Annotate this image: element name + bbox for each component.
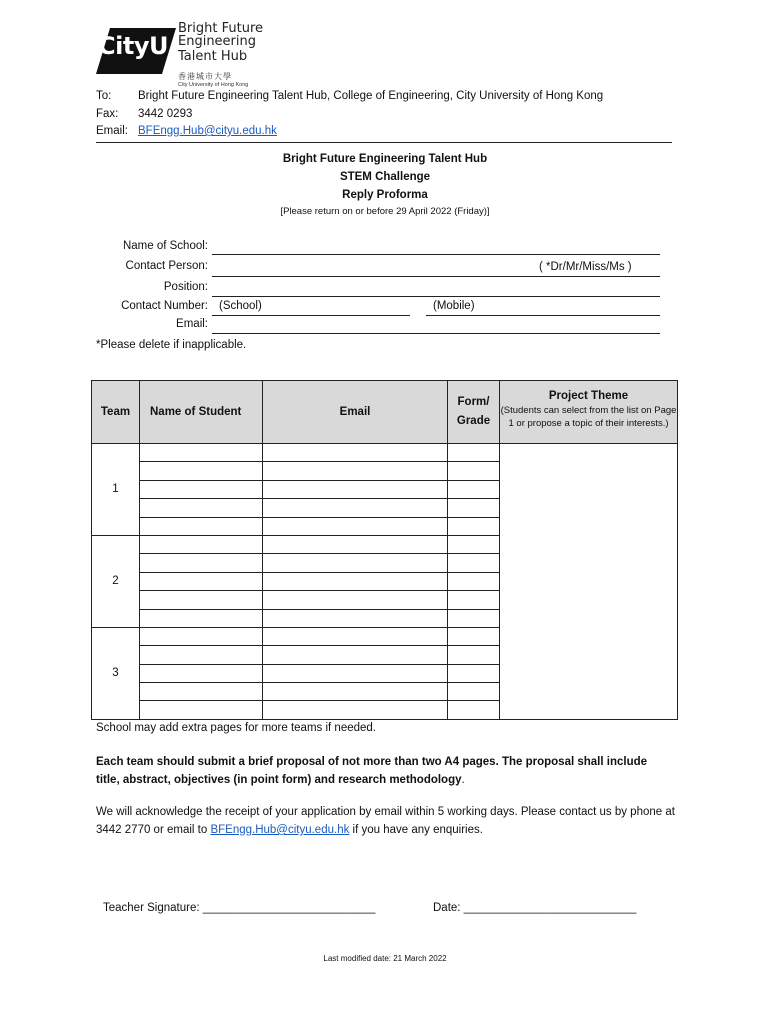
student-email-cell[interactable] <box>263 591 448 609</box>
student-grade-cell[interactable] <box>448 517 500 535</box>
col-team: Team <box>92 381 140 444</box>
student-name-cell[interactable] <box>140 627 263 645</box>
student-email-cell[interactable] <box>263 462 448 480</box>
student-email-cell[interactable] <box>263 572 448 590</box>
to-value: Bright Future Engineering Talent Hub, College of Engineering, City University of Hong Kong <box>138 90 604 102</box>
teacher-signature[interactable]: Teacher Signature: ___________________________ <box>103 902 376 914</box>
signature-date[interactable]: Date: ___________________________ <box>433 902 637 914</box>
student-email-cell[interactable] <box>263 683 448 701</box>
title-options: ( *Dr/Mr/Miss/Ms ) <box>539 261 632 273</box>
proposal-paragraph <box>96 753 656 789</box>
acknowledgement-paragraph <box>96 803 686 839</box>
team-number: 3 <box>92 627 140 719</box>
student-grade-cell[interactable] <box>448 535 500 553</box>
logo-line-2: Talent Hub <box>178 49 248 64</box>
fax-value: 3442 0293 <box>138 108 193 120</box>
col-form-line2: Grade <box>456 415 491 427</box>
proposal-period: . <box>461 774 465 786</box>
extra-pages-note: School may add extra pages for more teams if needed. <box>96 722 376 734</box>
contact-person-label: Contact Person: <box>125 260 208 272</box>
student-grade-cell[interactable] <box>448 591 500 609</box>
student-email-cell[interactable] <box>263 627 448 645</box>
student-email-cell[interactable] <box>263 664 448 682</box>
logo-wordmark: CityU <box>98 32 168 60</box>
col-form-line1: Form/ <box>457 396 490 408</box>
position-field[interactable] <box>212 281 660 297</box>
project-theme-note: (Students can select from the list on Page 1 or propose a topic of their interests.) <box>500 404 677 429</box>
return-note: [Please return on or before 29 April 2022 (Friday)] <box>280 206 490 217</box>
school-phone-label: (School) <box>219 300 262 312</box>
cityu-logo <box>96 21 326 88</box>
student-name-cell[interactable] <box>140 517 263 535</box>
to-label: To: <box>96 90 112 102</box>
student-name-cell[interactable] <box>140 499 263 517</box>
team-number: 2 <box>92 535 140 627</box>
header-divider <box>96 142 672 143</box>
student-name-cell[interactable] <box>140 701 263 719</box>
student-name-cell[interactable] <box>140 572 263 590</box>
ack-text-1: We will acknowledge the receipt of your application by email within 5 working days. Please contact us by phone at 3442 2770 or email to <box>96 806 675 836</box>
project-theme-cell[interactable] <box>500 444 678 720</box>
form-email-label: Email: <box>176 318 208 330</box>
student-grade-cell[interactable] <box>448 480 500 498</box>
proposal-text: Each team should submit a brief proposal of not more than two A4 pages. The proposal shall include title, abstract, objectives (in point form) and research methodology <box>96 756 648 786</box>
student-name-cell[interactable] <box>140 683 263 701</box>
student-name-cell[interactable] <box>140 591 263 609</box>
student-name-cell[interactable] <box>140 646 263 664</box>
student-email-cell[interactable] <box>263 535 448 553</box>
logo-line-4: City University of Hong Kong <box>178 82 249 88</box>
col-student-name: Name of Student <box>140 381 263 444</box>
position-label: Position: <box>163 281 208 293</box>
title-proforma: Reply Proforma <box>342 189 428 201</box>
title-challenge: STEM Challenge <box>339 171 431 183</box>
student-email-cell[interactable] <box>263 480 448 498</box>
student-email-cell[interactable] <box>263 499 448 517</box>
project-theme-title: Project Theme <box>548 389 629 402</box>
logo-line-1: Bright Future Engineering <box>178 21 263 49</box>
student-grade-cell[interactable] <box>448 627 500 645</box>
student-email-cell[interactable] <box>263 609 448 627</box>
team-number: 1 <box>92 444 140 536</box>
email-link[interactable]: BFEngg.Hub@cityu.edu.hk <box>138 125 277 137</box>
student-email-cell[interactable] <box>263 554 448 572</box>
title-hub: Bright Future Engineering Talent Hub <box>282 153 488 165</box>
student-email-cell[interactable] <box>263 517 448 535</box>
logo-line-3: 香港城市大學 <box>178 72 232 81</box>
student-name-cell[interactable] <box>140 664 263 682</box>
fax-label: Fax: <box>96 108 119 120</box>
student-grade-cell[interactable] <box>448 572 500 590</box>
student-name-cell[interactable] <box>140 554 263 572</box>
delete-note: *Please delete if inapplicable. <box>96 339 247 351</box>
table-header-row <box>92 381 678 444</box>
student-email-cell[interactable] <box>263 444 448 462</box>
student-grade-cell[interactable] <box>448 646 500 664</box>
student-grade-cell[interactable] <box>448 683 500 701</box>
mobile-phone-label: (Mobile) <box>433 300 475 312</box>
student-name-cell[interactable] <box>140 444 263 462</box>
student-name-cell[interactable] <box>140 609 263 627</box>
col-project-theme <box>500 381 678 444</box>
student-grade-cell[interactable] <box>448 444 500 462</box>
email-label: Email: <box>96 125 128 137</box>
student-email-cell[interactable] <box>263 701 448 719</box>
ack-email-link[interactable]: BFEngg.Hub@cityu.edu.hk <box>210 824 350 836</box>
student-grade-cell[interactable] <box>448 701 500 719</box>
ack-text-2: if you have any enquiries. <box>349 824 483 836</box>
student-grade-cell[interactable] <box>448 499 500 517</box>
student-grade-cell[interactable] <box>448 664 500 682</box>
student-grade-cell[interactable] <box>448 609 500 627</box>
student-email-cell[interactable] <box>263 646 448 664</box>
student-name-cell[interactable] <box>140 480 263 498</box>
col-form-grade <box>448 381 500 444</box>
school-label: Name of School: <box>122 240 208 252</box>
team-table <box>91 380 678 720</box>
student-name-cell[interactable] <box>140 462 263 480</box>
logo-text <box>178 22 326 89</box>
school-field[interactable] <box>212 240 660 255</box>
last-modified-date: Last modified date: 21 March 2022 <box>323 954 447 963</box>
student-name-cell[interactable] <box>140 535 263 553</box>
student-grade-cell[interactable] <box>448 462 500 480</box>
form-email-field[interactable] <box>212 318 660 334</box>
contact-number-label: Contact Number: <box>121 300 208 312</box>
col-email: Email <box>263 381 448 444</box>
table-row <box>92 444 678 462</box>
student-grade-cell[interactable] <box>448 554 500 572</box>
